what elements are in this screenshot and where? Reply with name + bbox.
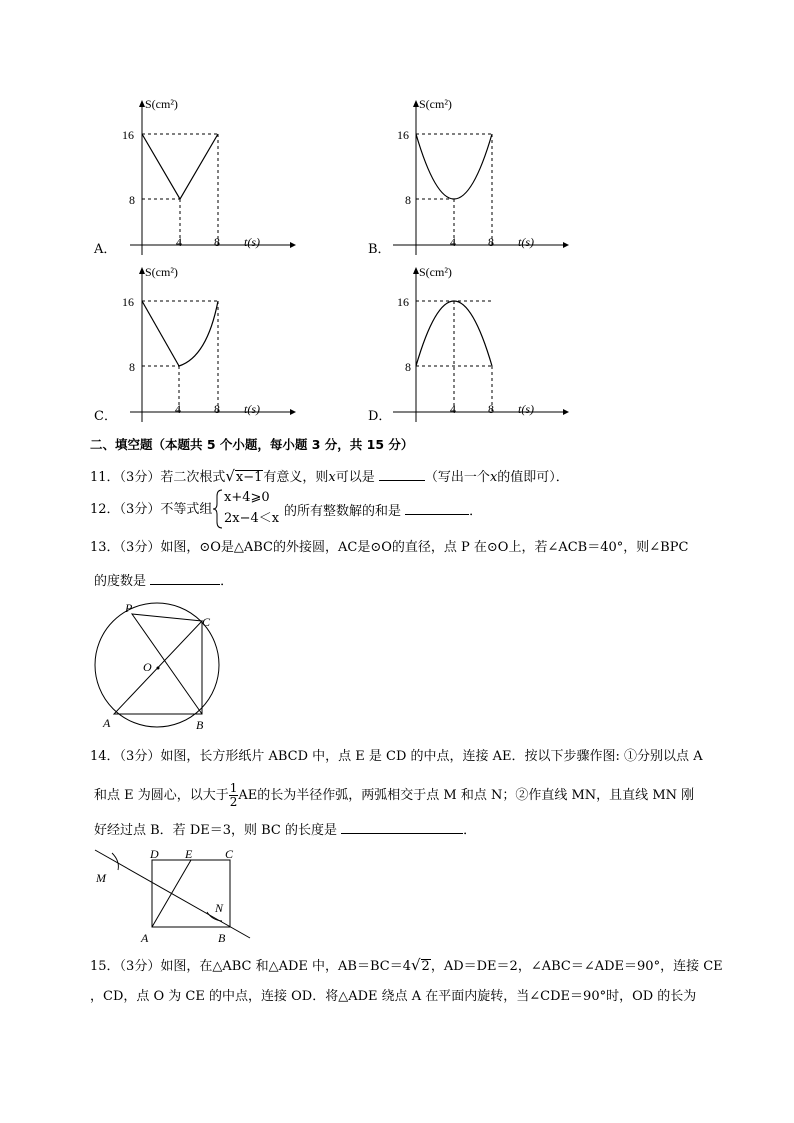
graph-option-d bbox=[363, 262, 593, 427]
q13-text-line2: 的度数是 bbox=[94, 574, 147, 589]
graph-c-xlabel: t(s) bbox=[244, 402, 260, 416]
graph-c-ytick-16: 16 bbox=[122, 295, 134, 309]
q11-radicand: x−1 bbox=[235, 470, 263, 485]
q14-text-line1: 如图，长方形纸片 ABCD 中，点 E 是 CD 的中点，连接 AE．按以下步骤作图: ①分别以点 A bbox=[160, 749, 703, 764]
q14-frac-numerator: 1 bbox=[229, 781, 238, 795]
q15-text-line1b: ，AD＝DE＝2，∠ABC＝∠ADE＝90°，连接 CE bbox=[430, 959, 723, 974]
q12-inequality-2: 2x−4＜x bbox=[224, 511, 280, 526]
q11-text-tail: （写出一个 bbox=[424, 470, 490, 485]
q12-brace bbox=[212, 488, 224, 530]
q14-line2 bbox=[94, 782, 694, 809]
q13-number: 13． bbox=[90, 540, 120, 555]
graph-d-xtick-4: 4 bbox=[450, 402, 456, 416]
q13-line1 bbox=[90, 540, 688, 556]
graph-c-ylabel: S(cm²) bbox=[145, 265, 178, 279]
q11-text-tail2: 的值即可）． bbox=[497, 470, 569, 485]
q14-label-n: N bbox=[215, 901, 224, 915]
q13-answer-blank[interactable] bbox=[150, 572, 220, 585]
q14-line3 bbox=[94, 821, 476, 839]
q13-text-line1: 如图，⊙O是△ABC的外接圆，AC是⊙O的直径，点 P 在⊙O上，若∠ACB＝40°，则∠BPC bbox=[160, 540, 689, 555]
graph-b-xlabel: t(s) bbox=[518, 235, 534, 249]
graph-option-a bbox=[90, 95, 320, 260]
graph-a-ytick-16: 16 bbox=[122, 128, 134, 142]
q13-end: ． bbox=[220, 574, 234, 589]
q14-answer-blank[interactable] bbox=[341, 821, 463, 834]
graph-d-ytick-8: 8 bbox=[405, 360, 411, 374]
graph-c-xtick-4: 4 bbox=[175, 402, 181, 416]
graph-a-xtick-4: 4 bbox=[176, 235, 182, 249]
q14-text-line3: 好经过点 B．若 DE＝3，则 BC 的长度是 bbox=[94, 823, 338, 838]
q15-text-line1a: 如图，在△ABC 和△ADE 中，AB＝BC＝4 bbox=[160, 959, 411, 974]
q14-text-line2b: AE的长为半径作弧，两弧相交于点 M 和点 N；②作直线 MN，且直线 MN 刚 bbox=[238, 788, 695, 803]
question-11: 11．（3分）若二次根式√x−1有意义，则x可以是 （写出一个x的值即可）． bbox=[90, 467, 569, 485]
graph-b-letter: B． bbox=[368, 242, 391, 257]
graph-option-b bbox=[363, 95, 593, 260]
graph-d-letter: D． bbox=[368, 409, 392, 424]
q14-score: （3分） bbox=[119, 749, 161, 764]
q15-line2 bbox=[90, 989, 696, 1005]
graph-b-ylabel: S(cm²) bbox=[419, 97, 452, 111]
graph-c-ytick-8: 8 bbox=[129, 360, 135, 374]
graph-a-letter: A． bbox=[94, 242, 117, 257]
q12-number: 12． bbox=[90, 502, 120, 517]
q14-label-b: B bbox=[218, 931, 226, 945]
q15-number: 15． bbox=[90, 959, 120, 974]
q13-label-b: B bbox=[196, 718, 204, 732]
q14-frac-denominator: 2 bbox=[229, 795, 238, 809]
q12-text-post: 的所有整数解的和是 bbox=[284, 504, 402, 519]
q11-text-mid: 有意义，则 bbox=[263, 470, 329, 485]
graph-d-xlabel: t(s) bbox=[518, 402, 534, 416]
graph-option-c bbox=[90, 262, 320, 427]
q11-text-post: 可以是 bbox=[335, 470, 375, 485]
q13-label-c: C bbox=[202, 615, 211, 629]
graph-b-xtick-8: 8 bbox=[488, 235, 494, 249]
q14-label-e: E bbox=[185, 847, 193, 861]
graph-d-xtick-8: 8 bbox=[488, 402, 494, 416]
q12-end: ． bbox=[469, 504, 483, 519]
q11-score: （3分） bbox=[119, 470, 161, 485]
q14-line1 bbox=[90, 749, 703, 765]
q15-radicand: 2 bbox=[421, 959, 430, 974]
q12-answer-blank[interactable] bbox=[405, 502, 469, 515]
q15-text-line2: ，CD，点 O 为 CE 的中点，连接 OD．将△ADE 绕点 A 在平面内旋转，当∠CDE＝90°时，OD 的长为 bbox=[90, 989, 697, 1004]
graph-a-xlabel: t(s) bbox=[244, 235, 260, 249]
graph-b-xtick-4: 4 bbox=[450, 235, 456, 249]
q14-label-d: D bbox=[150, 847, 159, 861]
q11-var2: x bbox=[489, 470, 498, 485]
q12-inequality-1: x+4⩾0 bbox=[224, 490, 270, 505]
graph-a-xtick-8: 8 bbox=[214, 235, 220, 249]
graph-d-ytick-16: 16 bbox=[397, 295, 409, 309]
graph-c-xtick-8: 8 bbox=[214, 402, 220, 416]
q14-label-m: M bbox=[96, 871, 106, 885]
graph-c-letter: C． bbox=[94, 409, 117, 424]
q13-label-a: A bbox=[103, 716, 111, 730]
q11-var: x bbox=[328, 470, 336, 485]
q13-label-o: O bbox=[143, 660, 152, 674]
q11-number: 11． bbox=[90, 470, 120, 485]
graph-b-ytick-16: 16 bbox=[397, 128, 409, 142]
graph-a-ylabel: S(cm²) bbox=[145, 97, 178, 111]
q14-number: 14． bbox=[90, 749, 120, 764]
q14-end: ． bbox=[463, 823, 477, 838]
q14-fraction bbox=[229, 782, 239, 809]
q12-text-pre: 不等式组 bbox=[160, 502, 213, 517]
q14-label-a: A bbox=[141, 931, 149, 945]
section-title: 二、填空题（本题共 5 个小题，每小题 3 分，共 15 分） bbox=[90, 437, 414, 452]
q13-line2 bbox=[94, 572, 233, 590]
q12-tail bbox=[284, 502, 482, 520]
graph-b-ytick-8: 8 bbox=[405, 193, 411, 207]
q12-lead bbox=[90, 502, 212, 518]
q11-answer-blank[interactable] bbox=[379, 468, 425, 481]
q14-label-c: C bbox=[225, 847, 234, 861]
q13-label-p: P bbox=[125, 601, 133, 615]
q14-text-line2a: 和点 E 为圆心，以大于 bbox=[94, 788, 229, 803]
graph-a-ytick-8: 8 bbox=[129, 193, 135, 207]
q14-rectangle-figure bbox=[90, 845, 260, 945]
q12-score: （3分） bbox=[119, 502, 161, 517]
q15-score: （3分） bbox=[119, 959, 161, 974]
q13-score: （3分） bbox=[119, 540, 161, 555]
graph-d-ylabel: S(cm²) bbox=[419, 265, 452, 279]
q11-text-pre: 若二次根式 bbox=[160, 470, 226, 485]
q15-line1: 15．（3分）如图，在△ABC 和△ADE 中，AB＝BC＝4√2，AD＝DE＝2，∠ABC＝∠ADE＝90°，连接 CE bbox=[90, 956, 723, 974]
